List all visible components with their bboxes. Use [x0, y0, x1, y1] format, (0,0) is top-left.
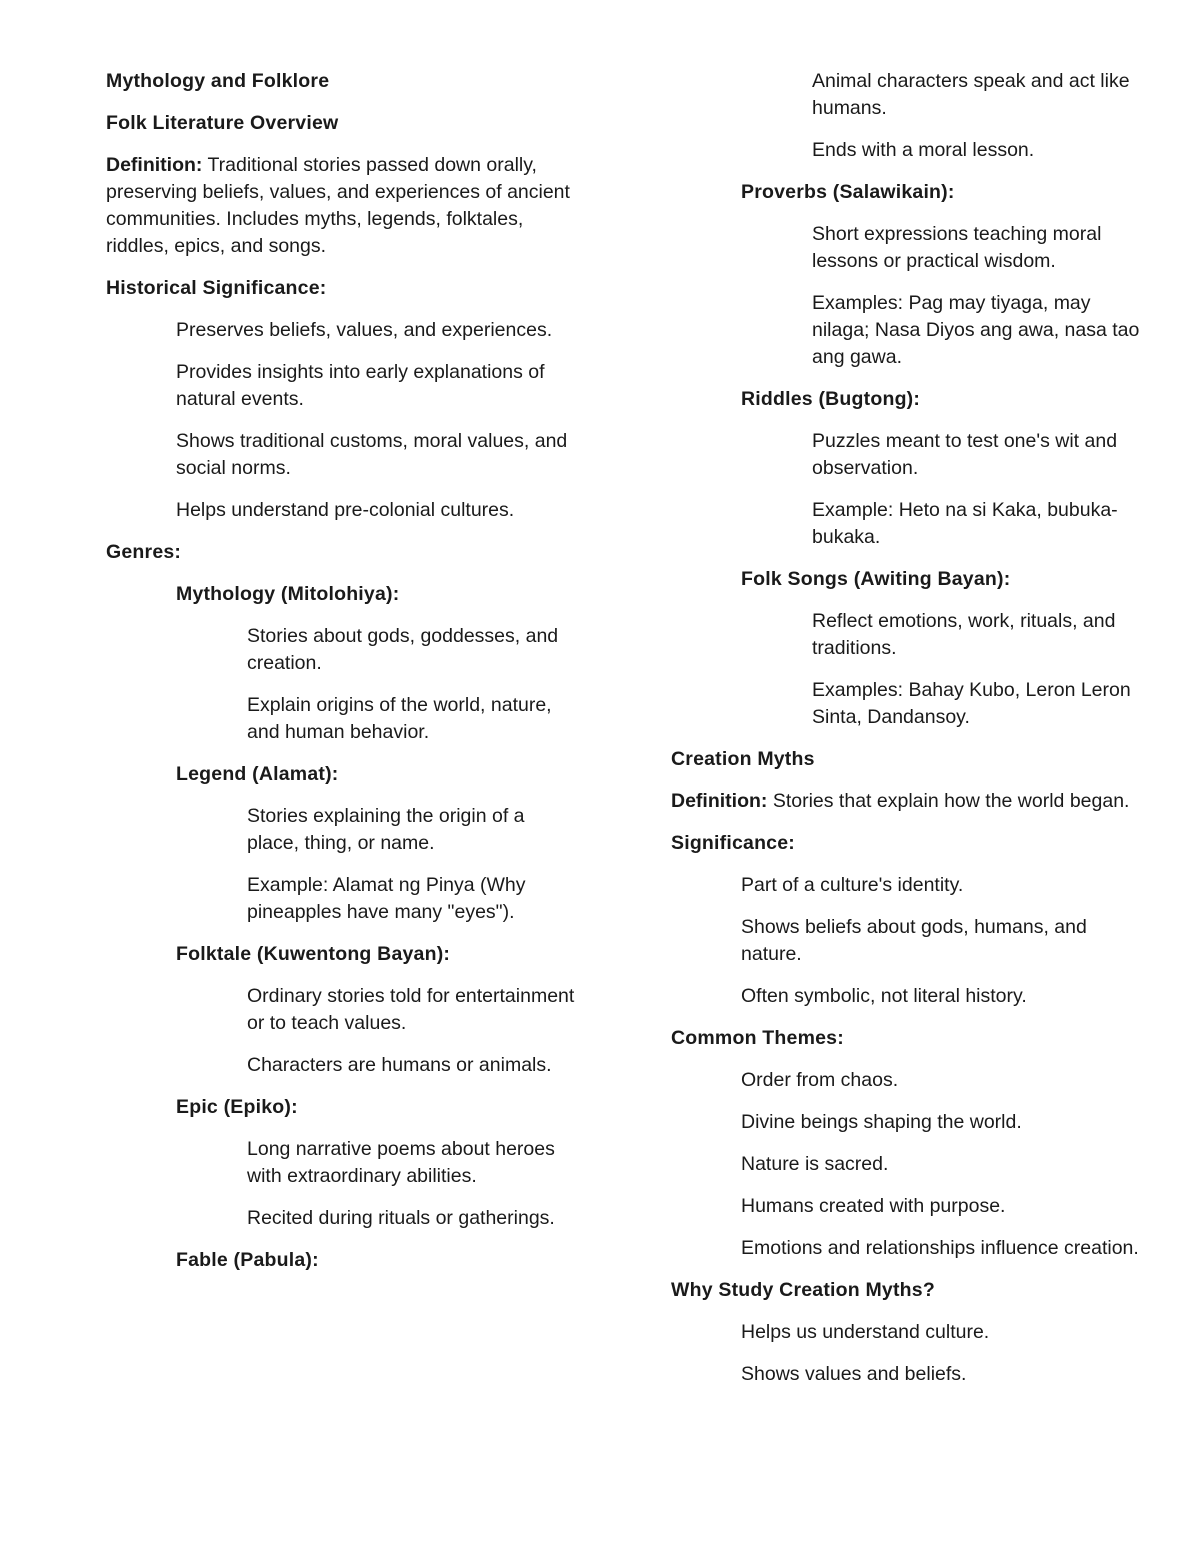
riddles-item: Puzzles meant to test one's wit and observation.	[812, 430, 1118, 479]
fable-heading: Fable (Pabula):	[176, 1249, 319, 1271]
legend-heading: Legend (Alamat):	[176, 763, 339, 785]
fable-item: Ends with a moral lesson.	[812, 139, 1035, 161]
historical-heading: Historical Significance:	[106, 277, 327, 299]
definition-label: Definition:	[106, 154, 203, 176]
common-themes-heading: Common Themes:	[671, 1027, 844, 1049]
significance-heading: Significance:	[671, 832, 795, 854]
theme-item: Humans created with purpose.	[741, 1195, 1006, 1217]
historical-item: Helps understand pre-colonial cultures.	[176, 499, 515, 521]
significance-item: Shows beliefs about gods, humans, and nature.	[741, 916, 1087, 965]
folk-songs-heading: Folk Songs (Awiting Bayan):	[741, 568, 1011, 590]
theme-item: Emotions and relationships influence creation.	[741, 1237, 1139, 1259]
folk-songs-item: Examples: Bahay Kubo, Leron Leron Sinta, Dandansoy.	[812, 679, 1131, 728]
creation-definition-paragraph	[671, 788, 1141, 815]
overview-heading: Folk Literature Overview	[106, 112, 339, 134]
historical-item: Preserves beliefs, values, and experiences.	[176, 319, 553, 341]
genres-heading: Genres:	[106, 541, 182, 563]
why-study-heading: Why Study Creation Myths?	[671, 1279, 935, 1301]
proverbs-item: Short expressions teaching moral lessons or practical wisdom.	[812, 223, 1102, 272]
legend-item: Example: Alamat ng Pinya (Why pineapples have many "eyes").	[247, 874, 526, 923]
folktale-item: Ordinary stories told for entertainment or to teach values.	[247, 985, 575, 1034]
right-column	[671, 68, 1141, 1403]
legend-item: Stories explaining the origin of a place, thing, or name.	[247, 805, 525, 854]
document-title: Mythology and Folklore	[106, 70, 330, 92]
theme-item: Nature is sacred.	[741, 1153, 889, 1175]
riddles-item: Example: Heto na si Kaka, bubuka-bukaka.	[812, 499, 1118, 548]
creation-definition-text: Stories that explain how the world began.	[767, 790, 1130, 812]
theme-item: Divine beings shaping the world.	[741, 1111, 1022, 1133]
mythology-heading: Mythology (Mitolohiya):	[176, 583, 400, 605]
historical-item: Shows traditional customs, moral values, and social norms.	[176, 430, 568, 479]
significance-item: Often symbolic, not literal history.	[741, 985, 1027, 1007]
mythology-item: Stories about gods, goddesses, and creation.	[247, 625, 559, 674]
definition-paragraph	[106, 152, 576, 260]
theme-item: Order from chaos.	[741, 1069, 899, 1091]
creation-myths-heading: Creation Myths	[671, 748, 815, 770]
fable-item: Animal characters speak and act like humans.	[812, 70, 1130, 119]
epic-item: Recited during rituals or gatherings.	[247, 1207, 555, 1229]
creation-definition-label: Definition:	[671, 790, 768, 812]
why-study-item: Shows values and beliefs.	[741, 1363, 967, 1385]
mythology-item: Explain origins of the world, nature, and human behavior.	[247, 694, 552, 743]
proverbs-item: Examples: Pag may tiyaga, may nilaga; Nasa Diyos ang awa, nasa tao ang gawa.	[812, 292, 1140, 368]
significance-item: Part of a culture's identity.	[741, 874, 964, 896]
folktale-heading: Folktale (Kuwentong Bayan):	[176, 943, 451, 965]
riddles-heading: Riddles (Bugtong):	[741, 388, 921, 410]
folktale-item: Characters are humans or animals.	[247, 1054, 552, 1076]
left-column	[106, 68, 576, 1289]
why-study-item: Helps us understand culture.	[741, 1321, 990, 1343]
epic-item: Long narrative poems about heroes with extraordinary abilities.	[247, 1138, 555, 1187]
folk-songs-item: Reflect emotions, work, rituals, and traditions.	[812, 610, 1116, 659]
proverbs-heading: Proverbs (Salawikain):	[741, 181, 955, 203]
epic-heading: Epic (Epiko):	[176, 1096, 298, 1118]
historical-item: Provides insights into early explanations of natural events.	[176, 361, 545, 410]
definition-text: Traditional stories passed down orally, preserving beliefs, values, and experiences of ancient communities. Includes myths, legends, folktales, riddles, epics, and songs.	[106, 154, 570, 257]
